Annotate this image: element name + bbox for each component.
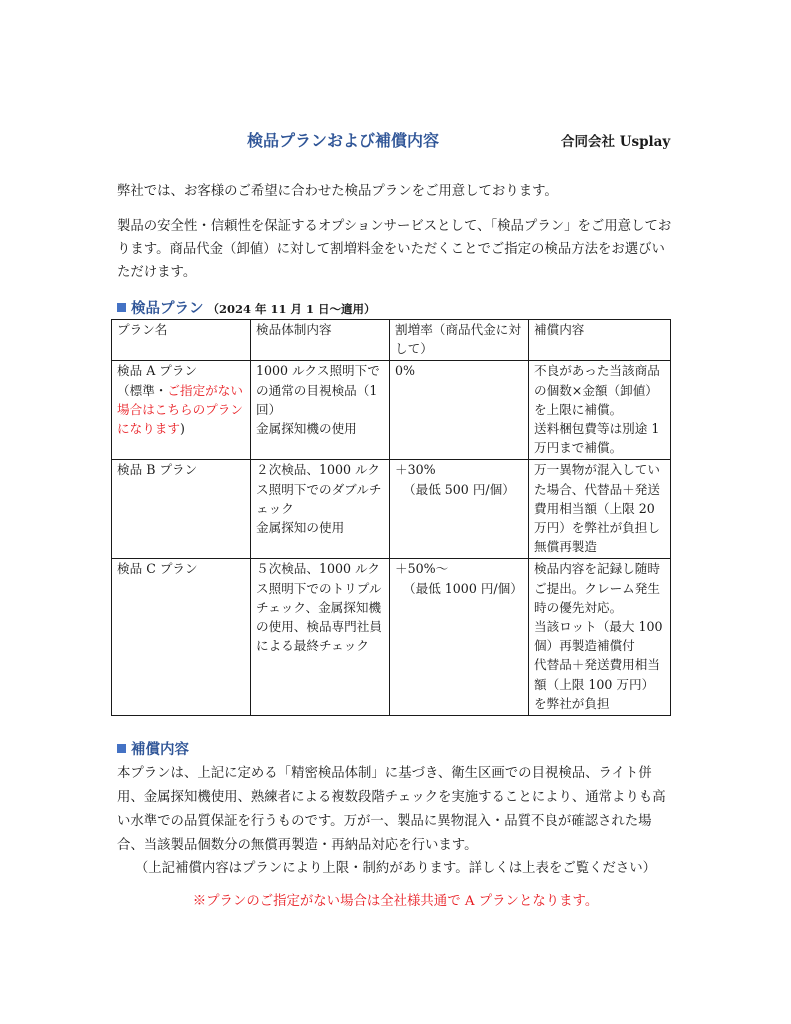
rate-value: ＋30% (395, 462, 436, 478)
plans-heading-label: 検品プラン (131, 301, 204, 317)
inspection-cell (251, 559, 390, 716)
plan-name: 検品 C プラン (117, 561, 198, 577)
table-header-row (112, 320, 671, 361)
compensation-line: 送料梱包費等は別途 1 万円まで補償。 (534, 421, 660, 456)
rate-value: ＋50%～ (395, 561, 449, 577)
compensation-body: 本プランは、上記に定める「精密検品体制」に基づき、衛生区画での目視検品、ライト併用、金属探知機使用、熟練者による複数段階チェックを実施することにより、通常よりも高い水準での品質保証を行うものです。万が一、製品に異物混入・品質不良が確認された場合、当該製品個数分の無償再製造・再納品対応を行います。 (117, 766, 666, 853)
column-header: 割増率（商品代金に対して） (390, 320, 529, 361)
table-row (112, 559, 671, 716)
compensation-line: 代替品＋発送費用相当額（上限 100 万円）を弊社が負担 (534, 657, 660, 711)
rate-minimum: （最低 1000 円/個） (403, 580, 523, 596)
plans-heading (117, 297, 376, 318)
plan-name: 検品 B プラン (117, 462, 198, 478)
inspection-line: ２次検品、1000 ルクス照明下でのダブルチェック (256, 462, 382, 516)
plan-name-cell (112, 460, 251, 559)
plans-table (111, 319, 671, 716)
column-header: プラン名 (112, 320, 251, 361)
inspection-line: 金属探知の使用 (256, 520, 345, 536)
plan-name-cell (112, 361, 251, 460)
inspection-line: 金属探知機の使用 (256, 421, 357, 437)
rate-cell (390, 460, 529, 559)
table-row (112, 460, 671, 559)
inspection-line: 1000 ルクス照明下での通常の目視検品（1回） (256, 363, 380, 417)
compensation-cell (529, 559, 671, 716)
rate-minimum: （最低 500 円/個） (403, 481, 515, 497)
plans-effective-date: （2024 年 11 月 1 日～適用） (207, 302, 376, 316)
page-title: 検品プランおよび補償内容 (247, 131, 440, 150)
inspection-line: ５次検品、1000 ルクス照明下でのトリプルチェック、金属探知機の使用、検品専門社員による最終チェック (256, 561, 382, 654)
rate-value: 0% (395, 363, 415, 379)
inspection-cell (251, 460, 390, 559)
rate-cell (390, 559, 529, 716)
compensation-cell (529, 361, 671, 460)
plan-name: 検品 A プラン (117, 363, 198, 379)
plan-note-suffix: ) (179, 421, 185, 437)
compensation-line: 当該ロット（最大 100 個）再製造補償付 (534, 619, 663, 654)
compensation-remark: （上記補償内容はプランにより上限・制約があります。詳しくは上表をご覧ください） (134, 861, 657, 876)
plan-name-cell (112, 559, 251, 716)
default-plan-warning: ※プランのご指定がない場合は全社様共通で A プランとなります。 (192, 894, 599, 909)
compensation-cell (529, 460, 671, 559)
intro-paragraph-1: 弊社では、お客様のご希望に合わせた検品プランをご用意しております。 (117, 184, 558, 199)
column-header: 補償内容 (529, 320, 671, 361)
column-header: 検品体制内容 (251, 320, 390, 361)
intro-paragraph-2: 製品の安全性・信頼性を保証するオプションサービスとして、「検品プラン」をご用意しております。商品代金（卸値）に対して割増料金をいただくことでご指定の検品方法をお選びいただけます。 (117, 219, 672, 280)
plan-default-note: ご指定がない場合はこちらのプランになります (117, 382, 243, 437)
square-bullet-icon (117, 744, 126, 753)
compensation-heading (117, 738, 189, 759)
table-row (112, 361, 671, 460)
inspection-cell (251, 361, 390, 460)
plan-note-prefix: （標準・ (117, 382, 168, 398)
compensation-line: 不良があった当該商品の個数×金額（卸値）を上限に補償。 (534, 363, 660, 417)
compensation-line: 万一異物が混入していた場合、代替品＋発送費用相当額（上限 20 万円）を弊社が負担し無償再製造 (534, 462, 660, 555)
company-name: 合同会社 Usplay (561, 134, 671, 150)
square-bullet-icon (117, 303, 126, 312)
rate-cell (390, 361, 529, 460)
compensation-heading-label: 補償内容 (131, 742, 189, 758)
compensation-line: 検品内容を記録し随時ご提出。クレーム発生時の優先対応。 (534, 561, 660, 615)
